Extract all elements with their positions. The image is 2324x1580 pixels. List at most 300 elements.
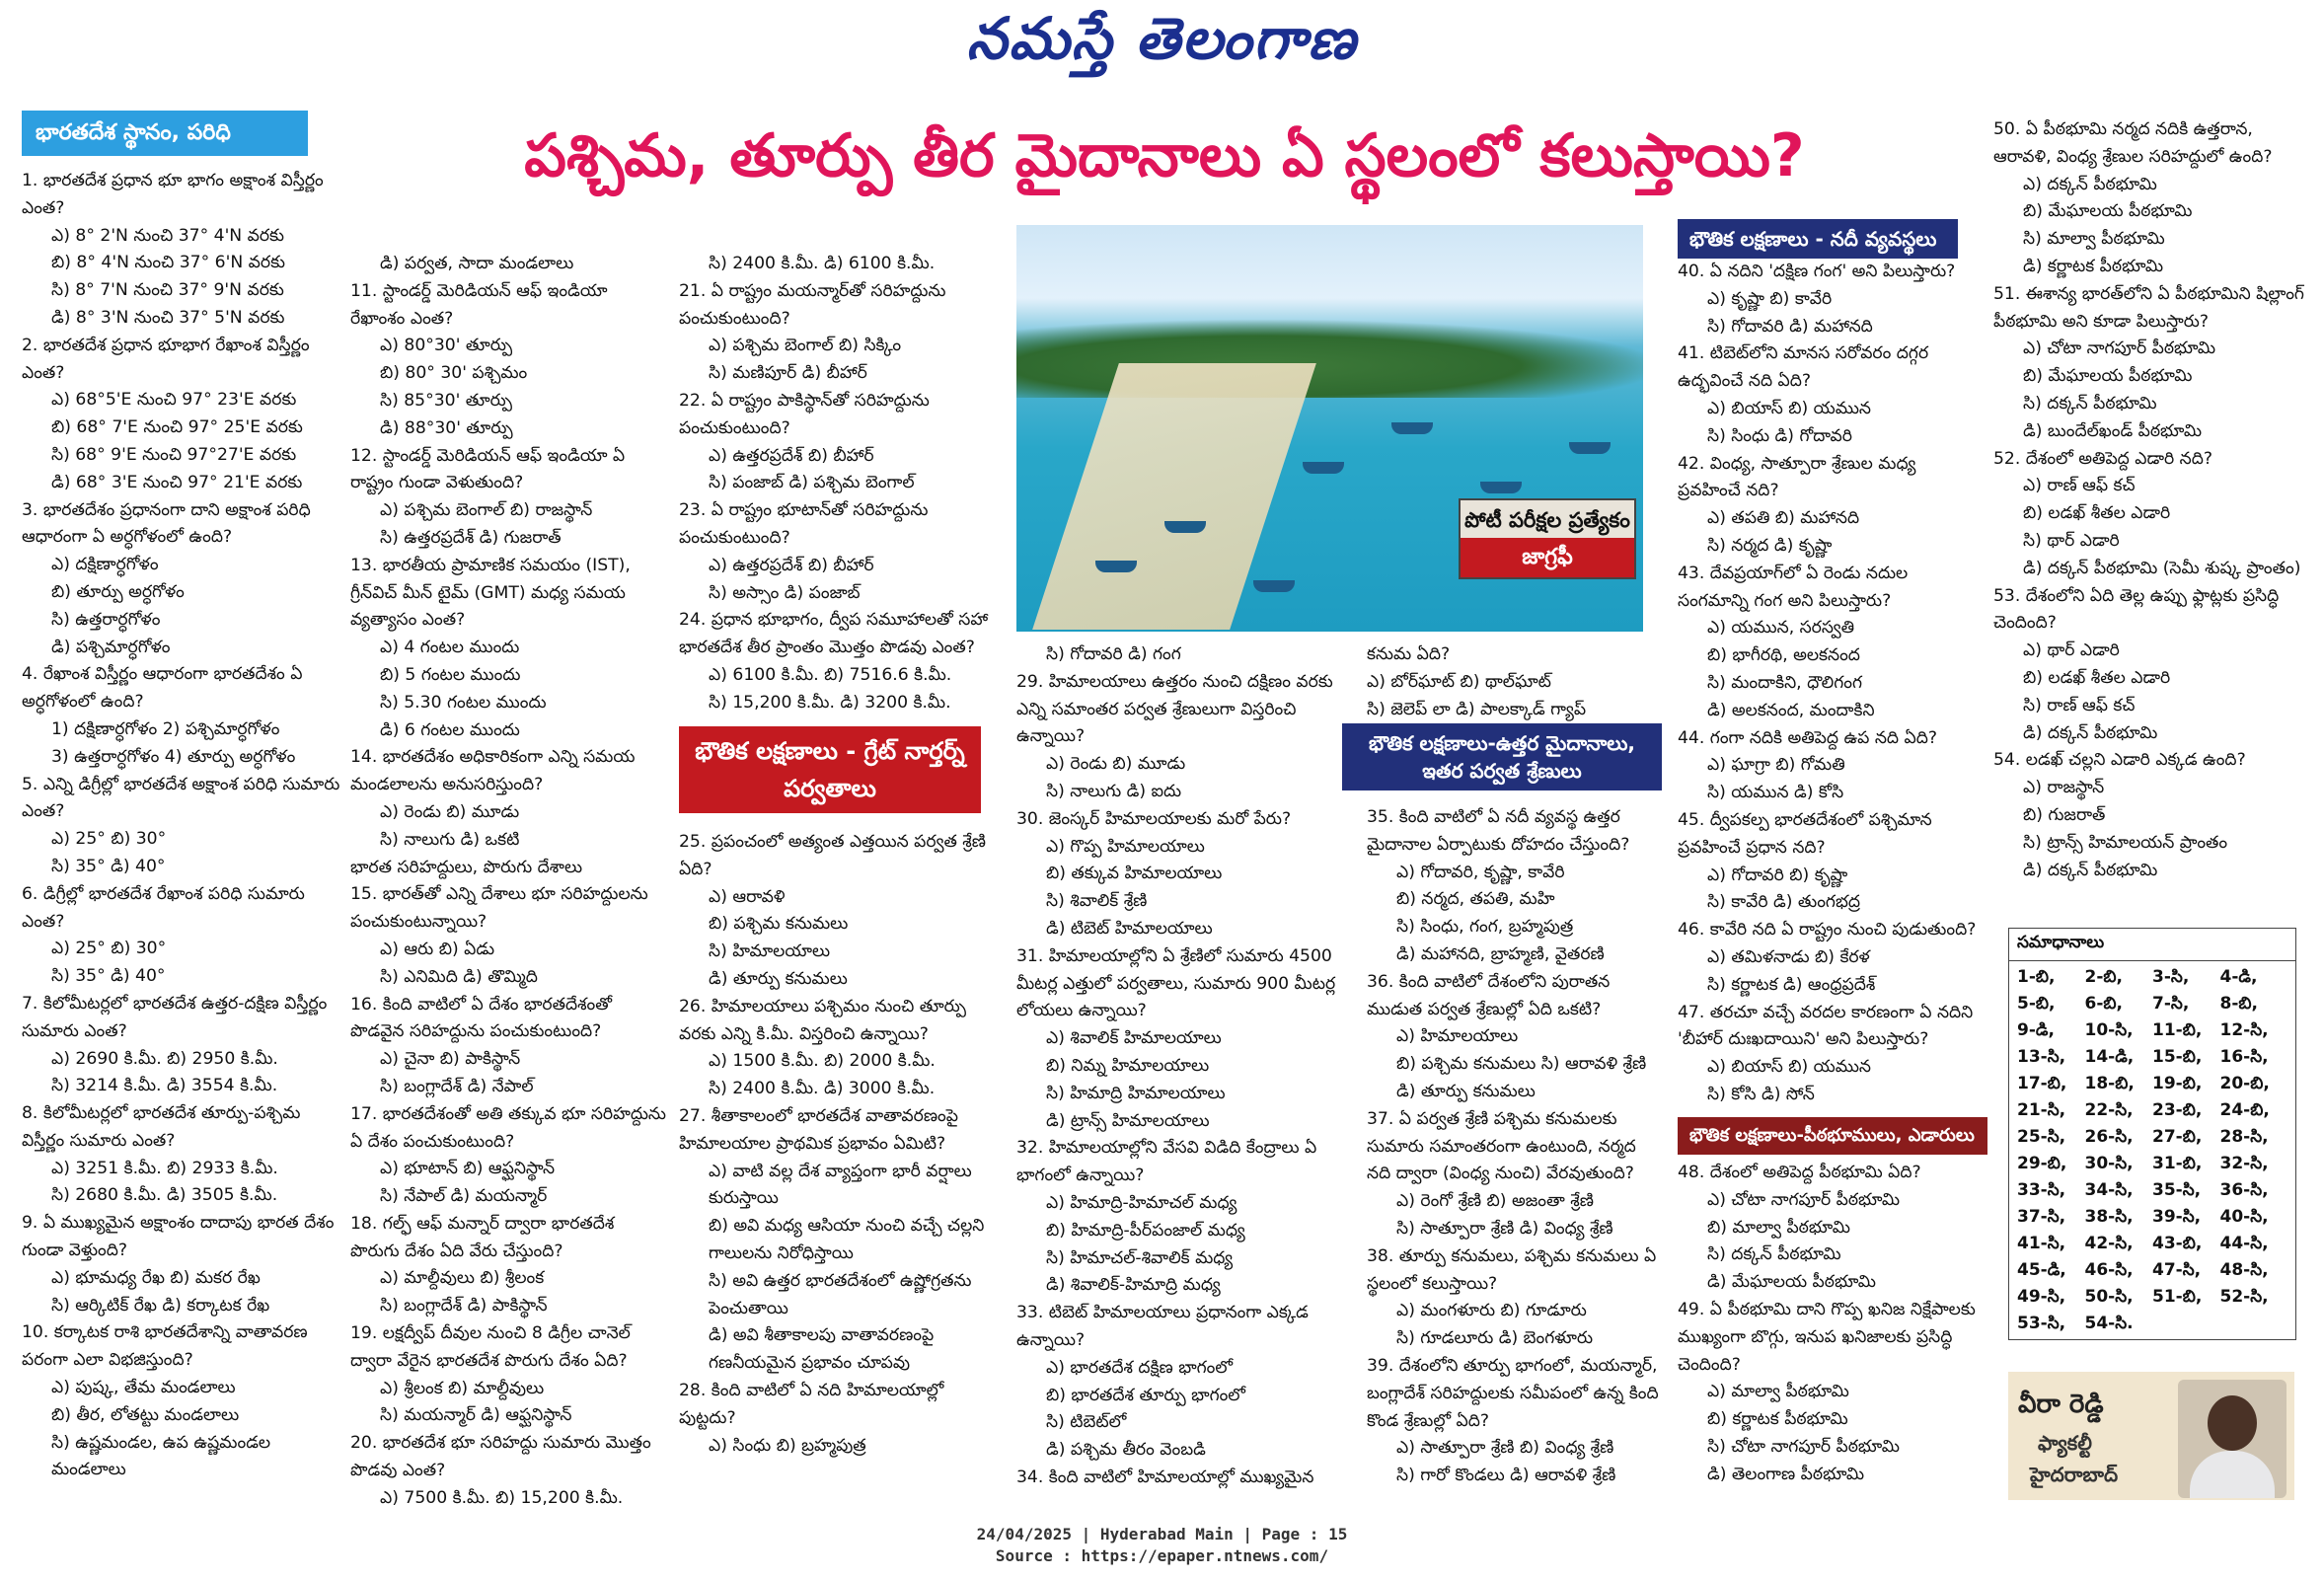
option-text: ఎ) వాటి వల్ల దేశ వ్యాప్తంగా భారీ వర్షాలు కురుస్తాయి <box>709 1161 972 1209</box>
option-text: ఎ) ఆరు బి) ఏడు <box>380 939 495 959</box>
question-text: 34. కింది వాటిలో హిమాలయాల్లో ముఖ్యమైన <box>1016 1467 1314 1487</box>
option-text: బి) పశ్చిమ కనుమలు సి) ఆరావళి శ్రేణి <box>1396 1054 1647 1075</box>
option-text: డి) కర్ణాటక పీఠభూమి <box>2023 256 2164 276</box>
text-line: సి) జెలెప్ లా డి) పాలక్కాడ్ గ్యాప్ <box>1367 699 1587 719</box>
option-text: ఎ) గోదావరి, కృష్ణా, కావేరి <box>1396 862 1565 882</box>
column-4 <box>1016 641 1357 1492</box>
section-title-plateaus: భౌతిక లక్షణాలు-పీఠభూములు, ఎడారులు <box>1678 1117 1987 1155</box>
option-text: బి) 5 గంటల ముందు <box>380 664 521 685</box>
answer-item: 9-డి, <box>2017 1020 2055 1040</box>
author-head-shape <box>2208 1395 2257 1451</box>
option-text: సి) 5.30 గంటల ముందు <box>380 692 547 713</box>
answer-grid <box>2009 961 2295 1339</box>
option-text: ఎ) 8° 2'N నుంచి 37° 4'N వరకు <box>51 225 284 246</box>
answer-item: 38-సి, <box>2084 1207 2134 1227</box>
option-text: సి) 2400 కి.మీ. డి) 6100 కి.మీ. <box>709 254 936 273</box>
option-text: బి) హిమాద్రి-పీర్‌పంజాల్ మధ్య <box>1046 1220 1245 1241</box>
question-text: 6. డిగ్రీల్లో భారతదేశ రేఖాంశ పరిధి సుమారు ఎంత? <box>22 883 305 932</box>
option-text: డి) 8° 3'N నుంచి 37° 5'N వరకు <box>51 307 285 328</box>
answer-item: 46-సి, <box>2084 1260 2134 1280</box>
answer-item: 45-డి, <box>2017 1260 2066 1280</box>
option-text: సి) దక్కన్ పీఠభూమి <box>1707 1244 1841 1265</box>
option-text: డి) బుందేల్‌ఖండ్ పీఠభూమి <box>2023 420 2203 441</box>
answer-item: 40-సి, <box>2219 1207 2269 1227</box>
option-text: సి) మాల్వా పీఠభూమి <box>2023 229 2165 250</box>
author-role: ఫ్యాకల్టీ <box>2038 1431 2092 1455</box>
question-text: 4. రేఖాంశ విస్తీర్ణం ఆధారంగా భారతదేశం ఏ అర్ధగోళంలో ఉంది? <box>22 664 303 713</box>
answer-item: 19-బి, <box>2152 1074 2203 1093</box>
question-text: 41. టిబెట్‌లోని మానస సరోవరం దగ్గర ఉద్భవించే నది ఏది? <box>1678 343 1929 392</box>
option-text: సి) ట్రాన్స్ హిమాలయన్ ప్రాంతం <box>2023 832 2228 853</box>
question-text: 8. కిలోమీటర్లలో భారతదేశ తూర్పు-పశ్చిమ విస్తీర్ణం సుమారు ఎంత? <box>22 1103 301 1151</box>
option-text: డి) పశ్చిమ తీరం వెంబడి <box>1046 1440 1206 1461</box>
question-text: 14. భారతదేశం అధికారికంగా ఎన్ని సమయ మండలాలను అనుసరిస్తుంది? <box>350 747 636 795</box>
option-text: సి) యమున డి) కోసి <box>1707 783 1844 803</box>
option-text: బి) 80° 30' పశ్చిమం <box>380 363 528 384</box>
boat-icon <box>1569 442 1611 454</box>
answer-item: 12-సి, <box>2219 1020 2269 1040</box>
option-text: బి) మాల్వా పీఠభూమి <box>1707 1217 1850 1238</box>
answer-item: 47-సి, <box>2152 1260 2202 1280</box>
question-text: 11. స్టాండర్డ్ మెరిడియన్ ఆఫ్ ఇండియా రేఖాంశం ఎంత? <box>350 280 608 329</box>
answer-item: 13-సి, <box>2017 1047 2066 1067</box>
option-text: బి) తూర్పు అర్ధగోళం <box>51 581 185 602</box>
question-text: 1. భారతదేశ ప్రధాన భూ భాగం అక్షాంశ విస్తీర్ణం ఎంత? <box>22 171 324 218</box>
option-text: ఎ) రాజస్థాన్ <box>2023 778 2105 798</box>
answer-item: 22-సి, <box>2084 1100 2134 1120</box>
option-text: సి) అస్సాం డి) పంజాబ్ <box>709 582 861 603</box>
answer-item: 7-సి, <box>2152 994 2190 1014</box>
option-text: బి) పశ్చిమ కనుమలు <box>709 914 849 935</box>
question-text: 29. హిమాలయాలు ఉత్తరం నుంచి దక్షిణం వరకు ఎన్ని సమాంతర పర్వత శ్రేణులుగా విస్తరించి ఉన్నాయి? <box>1016 671 1333 747</box>
question-text: 25. ప్రపంచంలో అత్యంత ఎత్తయిన పర్వత శ్రేణి ఏది? <box>679 832 986 879</box>
column-3b <box>679 829 1000 1460</box>
option-text: ఎ) హిమాద్రి-హిమాచల్ మధ్య <box>1046 1192 1237 1213</box>
option-text: సి) రాణ్ ఆఫ్ కచ్ <box>2023 695 2136 715</box>
option-text: బి) నిమ్న హిమాలయాలు <box>1046 1055 1210 1076</box>
footer-source-line: Source : https://epaper.ntnews.com/ <box>995 1546 1329 1565</box>
question-text: 27. శీతాకాలంలో భారతదేశ వాతావరణంపై హిమాలయాల ప్రాథమిక ప్రభావం ఏమిటి? <box>679 1105 958 1154</box>
boat-icon <box>1391 422 1433 434</box>
option-text: సి) ఆర్కిటిక్ రేఖ డి) కర్కాటక రేఖ <box>51 1295 270 1316</box>
option-text: సి) సాత్పూరా శ్రేణి డి) వింధ్య శ్రేణి <box>1396 1218 1613 1239</box>
option-text: ఎ) భారతదేశ దక్షిణ భాగంలో <box>1046 1357 1234 1378</box>
answer-item: 4-డి, <box>2219 967 2258 987</box>
option-text: సి) మయన్మార్ డి) ఆఫ్ఘనిస్థాన్ <box>380 1405 572 1426</box>
option-text: ఎ) చైనా బి) పాకిస్థాన్ <box>380 1049 521 1070</box>
masthead-title: నమస్తే తెలంగాణ <box>966 5 1358 72</box>
option-text: బి) 68° 7'E నుంచి 97° 25'E వరకు <box>51 417 303 438</box>
answer-key-title: సమాధానాలు <box>2009 929 2295 961</box>
question-text: 52. దేశంలో అతిపెద్ద ఎడారి నది? <box>1993 448 2212 469</box>
column-5-top <box>1367 641 1663 723</box>
option-text: ఎ) గోదావరి బి) కృష్ణా <box>1707 865 1848 885</box>
option-text: ఎ) ఉత్తరప్రదేశ్ బి) బీహార్ <box>709 555 874 575</box>
option-text: బి) భాగీరథి, అలకనంద <box>1707 645 1860 666</box>
question-text: 49. ఏ పీఠభూమి దాని గొప్ప ఖనిజ నిక్షేపాలకు ముఖ్యంగా బొగ్గు, ఇనుప ఖనిజాలకు ప్రసిద్ధి చెందింది? <box>1678 1299 1976 1375</box>
option-text: ఎ) దక్కన్ పీఠభూమి <box>2023 174 2157 194</box>
option-text: సి) టిబెట్‌లో <box>1046 1412 1127 1433</box>
option-text: సి) 2400 కి.మీ. డి) 3000 కి.మీ. <box>709 1079 936 1099</box>
option-text: బి) అవి మధ్య ఆసియా నుంచి వచ్చే చల్లని గాలులను నిరోధిస్తాయి <box>709 1216 985 1263</box>
option-text: సి) చోటా నాగపూర్ పీఠభూమి <box>1707 1436 1900 1457</box>
boat-icon <box>1480 482 1522 493</box>
question-text: 22. ఏ రాష్ట్రం పాకిస్థాన్‌తో సరిహద్దును పంచుకుంటుంది? <box>679 390 930 438</box>
option-text: డి) 68° 3'E నుంచి 97° 21'E వరకు <box>51 472 303 492</box>
option-text: ఎ) 3251 కి.మీ. బి) 2933 కి.మీ. <box>51 1158 278 1178</box>
option-text: డి) అవి శీతాకాలపు వాతావరణంపై గణనీయమైన ప్రభావం చూపవు <box>709 1325 935 1374</box>
option-text: 1) దక్షిణార్ధగోళం 2) పశ్చిమార్ధగోళం <box>51 718 280 739</box>
option-text: ఎ) హిమాలయాలు <box>1396 1026 1519 1047</box>
boat-icon <box>1164 521 1206 533</box>
question-text: 15. భారత్‌తో ఎన్ని దేశాలు భూ సరిహద్దులను పంచుకుంటున్నాయి? <box>350 884 648 933</box>
answer-item: 33-సి, <box>2017 1180 2066 1200</box>
answer-item: 6-బి, <box>2084 994 2123 1014</box>
question-text: 19. లక్షద్వీప్ దీవుల నుంచి 8 డిగ్రీల చానెల్ ద్వారా వేరైన భారతదేశ పొరుగు దేశం ఏది? <box>350 1323 631 1371</box>
column-7 <box>1993 116 2309 884</box>
option-text: సి) ఉత్తరార్ధగోళం <box>51 609 161 630</box>
option-text: డి) తూర్పు కనుమలు <box>709 968 848 989</box>
option-text: డి) దక్కన్ పీఠభూమి <box>2023 722 2158 743</box>
question-text: 21. ఏ రాష్ట్రం మయన్మార్‌తో సరిహద్దును పంచుకుంటుంది? <box>679 280 946 329</box>
question-text: 7. కిలోమీటర్లలో భారతదేశ ఉత్తర-దక్షిణ విస్తీర్ణం సుమారు ఎంత? <box>22 993 328 1041</box>
option-text: సి) నర్మద డి) కృష్ణా <box>1707 535 1833 556</box>
option-text: సి) కోసి డి) సోన్ <box>1707 1084 1815 1104</box>
option-text: సి) మణిపూర్ డి) బీహార్ <box>709 363 867 384</box>
answer-item: 39-సి, <box>2152 1207 2202 1227</box>
question-text: 28. కింది వాటిలో ఏ నది హిమాలయాల్లో పుట్టదు? <box>679 1380 944 1428</box>
footer <box>0 1524 2324 1567</box>
option-text: సి) కావేరి డి) తుంగభద్ర <box>1707 892 1860 913</box>
option-text: ఎ) భూమధ్య రేఖ బి) మకర రేఖ <box>51 1267 261 1288</box>
option-text: సి) 68° 9'E నుంచి 97°27'E వరకు <box>51 444 297 465</box>
answer-item: 14-డి, <box>2084 1047 2135 1067</box>
option-text: బి) తక్కువ హిమాలయాలు <box>1046 864 1223 884</box>
section-title-plains: భౌతిక లక్షణాలు-ఉత్తర మైదానాలు, ఇతర పర్వత శ్రేణులు <box>1342 723 1662 790</box>
option-text: ఎ) బియాస్ బి) యమున <box>1707 1057 1871 1078</box>
option-text: ఎ) 6100 కి.మీ. బి) 7516.6 కి.మీ. <box>709 664 952 685</box>
answer-item: 54-సి. <box>2084 1314 2134 1333</box>
author-name: వీరా రెడ్డి <box>2018 1390 2104 1419</box>
option-text: ఎ) పశ్చిమ బెంగాల్ బి) సిక్కిం <box>709 336 902 356</box>
answer-item: 37-సి, <box>2017 1207 2066 1227</box>
answer-item: 24-బి, <box>2219 1100 2270 1120</box>
answer-item: 1-బి, <box>2017 967 2056 987</box>
option-text: ఎ) 80°30' తూర్పు <box>380 336 513 356</box>
question-text: 50. ఏ పీఠభూమి నర్మద నదికి ఉత్తరాన, ఆరావళి, వింధ్య శ్రేణుల సరిహద్దులో ఉంది? <box>1993 119 2273 167</box>
answer-item: 16-సి, <box>2219 1047 2269 1067</box>
text-line: ఎ) బోర్‌ఘాట్ బి) థాల్‌ఘాట్ <box>1367 671 1551 692</box>
option-text: ఎ) దక్షిణార్ధగోళం <box>51 555 159 575</box>
option-text: సి) శివాలిక్ శ్రేణి <box>1046 891 1148 912</box>
option-text: డి) ట్రాన్స్ హిమాలయాలు <box>1046 1110 1210 1131</box>
option-text: డి) శివాలిక్-హిమాద్రి మధ్య <box>1046 1275 1221 1296</box>
question-text: 20. భారతదేశ భూ సరిహద్దు సుమారు మొత్తం పొడవు ఎంత? <box>350 1433 651 1481</box>
option-text: బి) మేఘాలయ పీఠభూమి <box>2023 201 2193 222</box>
question-text: భారత సరిహద్దులు, పొరుగు దేశాలు <box>350 857 583 877</box>
option-text: సి) ఉష్ణమండల, ఉప ఉష్ణమండల మండలాలు <box>51 1432 271 1480</box>
question-text: 43. దేవప్రయాగ్‌లో ఏ రెండు నదుల సంగమాన్ని గంగ అని పిలుస్తారు? <box>1678 563 1909 611</box>
option-text: ఎ) మంగళూరు బి) గూడూరు <box>1396 1301 1587 1321</box>
answer-item: 3-సి, <box>2152 967 2190 987</box>
question-text: 51. ఈశాన్య భారత్‌లోని ఏ పీఠభూమిని షిల్లాంగ్ పీఠభూమి అని కూడా పిలుస్తారు? <box>1993 283 2304 332</box>
option-text: బి) లడఖ్ శీతల ఎడారి <box>2023 667 2171 688</box>
option-text: సి) బంగ్లాదేశ్ డి) నేపాల్ <box>380 1076 534 1096</box>
option-text: బి) మేఘాలయ పీఠభూమి <box>2023 366 2193 387</box>
boat-icon <box>1095 561 1137 572</box>
option-text: డి) 88°30' తూర్పు <box>380 417 513 438</box>
answer-item: 25-సి, <box>2017 1127 2066 1147</box>
option-text: సి) గోదావరి డి) మహానది <box>1707 316 1873 337</box>
option-text: సి) నాలుగు డి) ఒకటి <box>380 829 520 850</box>
question-text: 10. కర్కాటక రాశి భారతదేశాన్ని వాతావరణ పరంగా ఎలా విభజిస్తుంది? <box>22 1322 308 1371</box>
option-text: ఎ) శ్రీలంక బి) మాల్దీవులు <box>380 1378 545 1398</box>
option-text: 3) ఉత్తరార్ధగోళం 4) తూర్పు అర్ధగోళం <box>51 746 296 767</box>
option-text: ఎ) పుష్క, తేమ మండలాలు <box>51 1378 236 1398</box>
option-text: ఎ) థార్ ఎడారి <box>2023 640 2120 661</box>
question-text: 48. దేశంలో అతిపెద్ద పీఠభూమి ఏది? <box>1678 1163 1921 1182</box>
option-text: డి) మహానది, బ్రాహ్మణి, వైతరణి <box>1396 943 1605 964</box>
option-text: సి) నాలుగు డి) ఐదు <box>1046 781 1182 801</box>
question-text: 13. భారతీయ ప్రామాణిక సమయం (IST), గ్రీన్‌విచ్ మీన్ టైమ్ (GMT) మధ్య సమయ వ్యత్యాసం ఎంత? <box>350 555 631 631</box>
answer-item: 5-బి, <box>2017 994 2056 1014</box>
question-text: 26. హిమాలయాలు పశ్చిమం నుంచి తూర్పు వరకు ఎన్ని కి.మీ. విస్తరించి ఉన్నాయి? <box>679 996 966 1044</box>
text-line: కనుమ ఏది? <box>1367 644 1451 664</box>
answer-item: 26-సి, <box>2084 1127 2134 1147</box>
answer-item: 51-బి, <box>2152 1287 2203 1307</box>
option-text: సి) హిమాలయాలు <box>709 941 831 962</box>
option-text: సి) 35° డి) 40° <box>51 856 166 876</box>
answer-item: 15-బి, <box>2152 1047 2203 1067</box>
answer-item: 23-బి, <box>2152 1100 2203 1120</box>
answer-item: 42-సి, <box>2084 1234 2134 1253</box>
question-text: 32. హిమాలయాల్లోని వేసవి విడిది కేంద్రాలు ఏ భాగంలో ఉన్నాయి? <box>1016 1138 1317 1186</box>
option-text: ఎ) చోటా నాగపూర్ పీఠభూమి <box>1707 1189 1901 1210</box>
option-text: ఎ) తపతి బి) మహానది <box>1707 508 1860 529</box>
answer-item: 30-సి, <box>2084 1154 2134 1173</box>
option-text: సి) ఎనిమిది డి) తొమ్మిది <box>380 966 538 987</box>
boat-icon <box>1303 462 1344 474</box>
question-text: 12. స్టాండర్డ్ మెరిడియన్ ఆఫ్ ఇండియా ఏ రాష్ట్రం గుండా వెళుతుంది? <box>350 445 626 493</box>
option-text: సి) సింధు, గంగ, బ్రహ్మపుత్ర <box>1396 917 1574 938</box>
option-text: డి) మేఘాలయ పీఠభూమి <box>1707 1272 1876 1293</box>
option-text: సి) బంగ్లాదేశ్ డి) పాకిస్థాన్ <box>380 1296 548 1317</box>
answer-item: 18-బి, <box>2084 1074 2135 1093</box>
option-text: డి) టిబెట్ హిమాలయాలు <box>1046 918 1213 939</box>
option-text: సి) 2680 కి.మీ. డి) 3505 కి.మీ. <box>51 1185 278 1206</box>
option-text: ఎ) రెంగో శ్రేణి బి) అజంతా శ్రేణి <box>1396 1191 1594 1212</box>
option-text: డి) అలకనంద, మందాకిని <box>1707 700 1875 720</box>
question-text: 39. దేశంలోని తూర్పు భాగంలో, మయన్మార్, బంగ్లాదేశ్ సరిహద్దులకు సమీపంలో ఉన్న కింది కొండ శ్రేణుల్లో ఏది? <box>1367 1355 1659 1431</box>
option-text: ఎ) 1500 కి.మీ. బి) 2000 కి.మీ. <box>709 1051 936 1072</box>
option-text: బి) కర్ణాటక పీఠభూమి <box>1707 1409 1848 1430</box>
section-title-rivers: భౌతిక లక్షణాలు - నదీ వ్యవస్థలు <box>1678 219 1958 259</box>
answer-item: 8-బి, <box>2219 994 2258 1014</box>
answer-item: 20-బి, <box>2219 1074 2270 1093</box>
answer-item: 21-సి, <box>2017 1100 2066 1120</box>
option-text: డి) పర్వత, సాదా మండలాలు <box>380 254 574 273</box>
option-text: ఎ) ఉత్తరప్రదేశ్ బి) బీహార్ <box>709 445 874 466</box>
option-text: ఎ) కృష్ణా బి) కావేరి <box>1707 288 1833 309</box>
answer-key <box>2008 928 2296 1340</box>
option-text: డి) దక్కన్ పీఠభూమి (సెమీ శుష్క ప్రాంతం) <box>2023 558 2301 578</box>
option-text: ఎ) రెండు బి) మూడు <box>1046 754 1186 775</box>
option-text: బి) గుజరాత్ <box>2023 804 2106 825</box>
option-text: ఎ) యమున, సరస్వతి <box>1707 618 1855 639</box>
answer-item: 11-బి, <box>2152 1020 2203 1040</box>
option-text: బి) తీర, లోతట్టు మండలాలు <box>51 1404 240 1425</box>
option-text: సి) 8° 7'N నుంచి 37° 9'N వరకు <box>51 280 284 301</box>
option-text: ఎ) రెండు బి) మూడు <box>380 801 520 822</box>
option-text: ఎ) 25° బి) 30° <box>51 939 167 959</box>
author-photo <box>2178 1380 2287 1498</box>
option-text: ఎ) బియాస్ బి) యమున <box>1707 398 1871 418</box>
boat-icon <box>1253 580 1295 592</box>
option-text: డి) 6 గంటల ముందు <box>380 719 520 740</box>
question-text: 17. భారతదేశంతో అతి తక్కువ భూ సరిహద్దును ఏ దేశం పంచుకుంటుంది? <box>350 1103 666 1152</box>
question-text: 38. తూర్పు కనుమలు, పశ్చిమ కనుమలు ఏ స్థలంలో కలుస్తాయి? <box>1367 1245 1657 1294</box>
section-title-location: భారతదేశ స్థానం, పరిధి <box>22 111 308 156</box>
option-text: ఎ) 25° బి) 30° <box>51 829 167 850</box>
option-text: ఎ) 68°5'E నుంచి 97° 23'E వరకు <box>51 390 297 411</box>
question-text: 31. హిమాలయాల్లోని ఏ శ్రేణిలో సుమారు 4500 మీటర్ల ఎత్తులో పర్వతాలు, సుమారు 900 మీటర్ల లోయలు ఉన్నాయి? <box>1016 945 1336 1021</box>
column-5 <box>1367 804 1663 1490</box>
author-card <box>2008 1372 2294 1500</box>
option-text: బి) 8° 4'N నుంచి 37° 6'N వరకు <box>51 253 285 273</box>
author-body-shape <box>2190 1451 2275 1498</box>
footer-date-line: 24/04/2025 | Hyderabad Main | Page : 15 <box>976 1525 1348 1543</box>
answer-item: 43-బి, <box>2152 1234 2203 1253</box>
question-text: 54. లడఖ్ చల్లని ఎడారి ఎక్కడ ఉంది? <box>1993 750 2246 771</box>
answer-item: 53-సి, <box>2017 1314 2066 1333</box>
answer-item: 27-బి, <box>2152 1127 2203 1147</box>
tag-line-2: జాగ్రఫీ <box>1461 538 1634 577</box>
question-text: 5. ఎన్ని డిగ్రీల్లో భారతదేశ అక్షాంశ పరిధి సుమారు ఎంత? <box>22 774 340 822</box>
question-text: 35. కింది వాటిలో ఏ నదీ వ్యవస్థ ఉత్తర మైదానాల ఏర్పాటుకు దోహదం చేస్తుంది? <box>1367 807 1630 855</box>
column-6b <box>1678 1160 1984 1489</box>
option-text: సి) దక్కన్ పీఠభూమి <box>2023 393 2157 414</box>
column-6 <box>1678 259 1984 1109</box>
answer-item: 41-సి, <box>2017 1234 2066 1253</box>
option-text: సి) 15,200 కి.మీ. డి) 3200 కి.మీ. <box>709 692 951 713</box>
option-text: సి) మందాకిని, ధౌలిగంగ <box>1707 672 1862 693</box>
option-text: సి) థార్ ఎడారి <box>2023 530 2120 551</box>
option-text: ఎ) ఆరావళి <box>709 886 786 907</box>
headline: పశ్చిమ, తూర్పు తీర మైదానాలు ఏ స్థలంలో కలుస్తాయి? <box>524 121 1805 190</box>
question-text: 45. ద్వీపకల్ప భారతదేశంలో పశ్చిమాన ప్రవహించే ప్రధాన నది? <box>1678 809 1932 858</box>
option-text: సి) గారో కొండలు డి) ఆరావళి శ్రేణి <box>1396 1466 1616 1486</box>
column-2 <box>350 251 666 1513</box>
question-text: 16. కింది వాటిలో ఏ దేశం భారతదేశంతో పొడవైన సరిహద్దును పంచుకుంటుంది? <box>350 994 613 1042</box>
option-text: డి) తెలంగాణ పీఠభూమి <box>1707 1464 1865 1484</box>
question-text: 23. ఏ రాష్ట్రం భూటాన్‌తో సరిహద్దును పంచుకుంటుంది? <box>679 500 929 548</box>
question-text: 36. కింది వాటిలో దేశంలోని పురాతన ముడుత పర్వత శ్రేణుల్లో ఏది ఒకటి? <box>1367 971 1611 1019</box>
question-text: 46. కావేరి నది ఏ రాష్ట్రం నుంచి పుడుతుంది? <box>1678 920 1977 940</box>
option-text: ఎ) శివాలిక్ హిమాలయాలు <box>1046 1028 1222 1049</box>
option-text: సి) అవి ఉత్తర భారతదేశంలో ఉష్ణోగ్రతను పెంచుతాయి <box>709 1270 972 1318</box>
answer-item: 44-సి, <box>2219 1234 2269 1253</box>
column-3 <box>679 251 1000 717</box>
question-text: 37. ఏ పర్వత శ్రేణి పశ్చిమ కనుమలకు సుమారు సమాంతరంగా ఉంటుంది, నర్మద నది ద్వారా (వింధ్య నుంచి) వేరవుతుంది? <box>1367 1108 1636 1184</box>
question-text: 47. తరచూ వచ్చే వరదల కారణంగా ఏ నదిని 'బీహార్ దుఃఖదాయిని' అని పిలుస్తారు? <box>1678 1002 1974 1050</box>
answer-item: 36-సి, <box>2219 1180 2269 1200</box>
option-text: డి) పశ్చిమార్ధగోళం <box>51 637 171 657</box>
option-text: ఎ) పశ్చిమ బెంగాల్ బి) రాజస్థాన్ <box>380 500 593 521</box>
option-text: డి) దక్కన్ పీఠభూమి <box>2023 860 2158 880</box>
column-1 <box>22 168 342 1484</box>
option-text: సి) నేపాల్ డి) మయన్మార్ <box>380 1186 548 1207</box>
option-text: ఎ) చోటా నాగపూర్ పీఠభూమి <box>2023 339 2216 359</box>
topic-tag <box>1459 498 1636 579</box>
option-text: ఎ) మాల్దీవులు బి) శ్రీలంక <box>380 1268 545 1289</box>
tag-line-1: పోటీ పరీక్షల ప్రత్యేకం <box>1464 508 1630 532</box>
option-text: సి) గూడలూరు డి) బెంగళూరు <box>1396 1328 1594 1349</box>
option-text: డి) తూర్పు కనుమలు <box>1396 1081 1536 1101</box>
question-text: 24. ప్రధాన భూభాగం, ద్వీప సమూహాలతో సహా భారతదేశ తీర ప్రాంతం మొత్తం పొడవు ఎంత? <box>679 610 989 658</box>
question-text: 30. జెంస్కర్ హిమాలయాలకు మరో పేరు? <box>1016 808 1292 829</box>
option-text: ఎ) భూటాన్ బి) ఆఫ్ఘనిస్థాన్ <box>380 1159 556 1179</box>
option-text: సి) హిమాచల్-శివాలిక్ మధ్య <box>1046 1247 1234 1268</box>
option-text: సి) 3214 కి.మీ. డి) 3554 కి.మీ. <box>51 1076 278 1096</box>
question-text: 3. భారతదేశం ప్రధానంగా దాని అక్షాంశ పరిధి ఆధారంగా ఏ అర్ధగోళంలో ఉంది? <box>22 499 311 548</box>
option-text: ఎ) తమిళనాడు బి) కేరళ <box>1707 946 1870 967</box>
answer-item: 2-బి, <box>2084 967 2123 987</box>
question-text: 18. గల్ఫ్ ఆఫ్ మన్నార్ ద్వారా భారతదేశ పొరుగు దేశం ఏది వేరు చేస్తుంది? <box>350 1213 615 1261</box>
section-title-mountains: భౌతిక లక్షణాలు - గ్రేట్ నార్తర్న్ పర్వతాలు <box>679 726 981 813</box>
question-text: 44. గంగా నదికి అతిపెద్ద ఉప నది ఏది? <box>1678 727 1938 748</box>
option-text: ఎ) సింధు బి) బ్రహ్మపుత్ర <box>709 1435 866 1456</box>
option-text: ఎ) 4 గంటల ముందు <box>380 638 520 658</box>
question-text: 9. ఏ ముఖ్యమైన అక్షాంశం దాదాపు భారత దేశం గుండా వెళ్తుంది? <box>22 1213 335 1261</box>
answer-item: 28-సి, <box>2219 1127 2269 1147</box>
option-text: ఎ) మాల్వా పీఠభూమి <box>1707 1382 1849 1402</box>
answer-item: 32-సి, <box>2219 1154 2269 1173</box>
answer-item: 48-సి, <box>2219 1260 2269 1280</box>
option-text: సి) కర్ణాటక డి) ఆంధ్రప్రదేశ్ <box>1707 974 1876 995</box>
answer-item: 31-బి, <box>2152 1154 2203 1173</box>
answer-item: 49-సి, <box>2017 1287 2066 1307</box>
question-text: 33. టిబెట్ హిమాలయాలు ప్రధానంగా ఎక్కడ ఉన్నాయి? <box>1016 1303 1309 1350</box>
answer-item: 34-సి, <box>2084 1180 2134 1200</box>
author-city: హైదరాబాద్ <box>2030 1463 2119 1486</box>
masthead <box>0 0 2324 77</box>
option-text: సి) ఉత్తరప్రదేశ్ డి) గుజరాత్ <box>380 527 562 548</box>
question-text: 42. వింధ్య, సాత్పూరా శ్రేణుల మధ్య ప్రవహించే నది? <box>1678 453 1916 501</box>
option-text: సి) 35° డి) 40° <box>51 966 166 987</box>
option-text: సి) హిమాద్రి హిమాలయాలు <box>1046 1083 1226 1103</box>
answer-item: 10-సి, <box>2084 1020 2134 1040</box>
option-text: ఎ) సాత్పూరా శ్రేణి బి) వింధ్య శ్రేణి <box>1396 1438 1614 1459</box>
option-text: సి) సింధు డి) గోదావరి <box>1707 425 1852 446</box>
answer-item: 50-సి, <box>2084 1287 2134 1307</box>
option-text: ఎ) 7500 కి.మీ. బి) 15,200 కి.మీ. <box>380 1487 624 1508</box>
option-text: సి) 85°30' తూర్పు <box>380 390 512 411</box>
answer-item: 29-బి, <box>2017 1154 2067 1173</box>
option-text: సి) పంజాబ్ డి) పశ్చిమ బెంగాల్ <box>709 473 915 493</box>
option-text: ఎ) రాణ్ ఆఫ్ కచ్ <box>2023 476 2136 496</box>
question-text: 2. భారతదేశ ప్రధాన భూభాగ రేఖాంశ విస్తీర్ణం ఎంత? <box>22 335 310 383</box>
option-text: బి) లడఖ్ శీతల ఎడారి <box>2023 503 2171 524</box>
option-text: ఎ) 2690 కి.మీ. బి) 2950 కి.మీ. <box>51 1048 278 1069</box>
option-text: ఎ) గొప్ప హిమాలయాలు <box>1046 836 1205 857</box>
question-text: 53. దేశంలోని ఏది తెల్ల ఉప్పు ఫ్లాట్లకు ప్రసిద్ధి చెందింది? <box>1993 585 2280 634</box>
option-text: సి) గోదావరి డి) గంగ <box>1046 644 1181 664</box>
answer-item: 17-బి, <box>2017 1074 2067 1093</box>
option-text: బి) భారతదేశ తూర్పు భాగంలో <box>1046 1385 1245 1405</box>
option-text: ఎ) ఘాగ్రా బి) గోమతి <box>1707 755 1845 776</box>
question-text: 40. ఏ నదిని 'దక్షిణ గంగ' అని పిలుస్తారు? <box>1678 262 1956 281</box>
answer-item: 35-సి, <box>2152 1180 2202 1200</box>
